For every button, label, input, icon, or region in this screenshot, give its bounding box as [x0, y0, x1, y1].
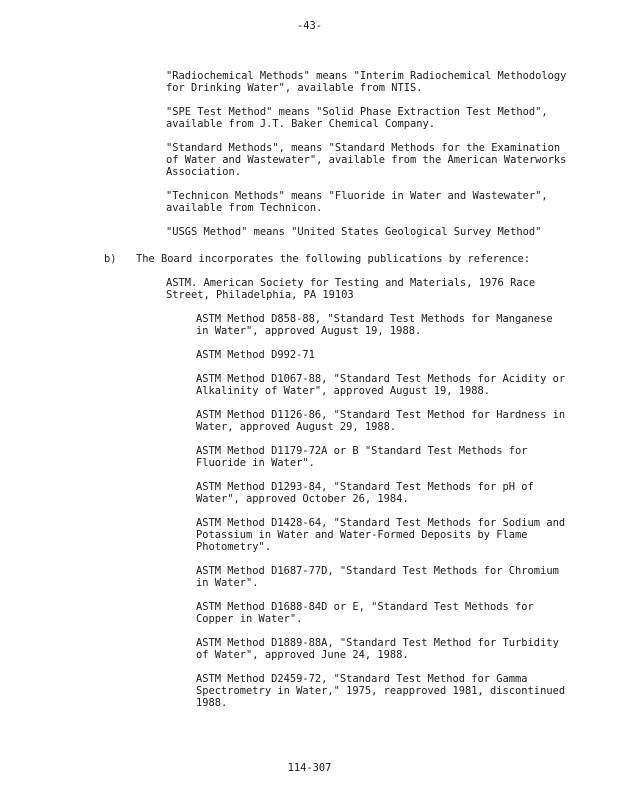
definition-radiochemical-methods: "Radiochemical Methods" means "Interim Radiochemical Methodology for Drinking Water", available from NTIS.: [166, 70, 567, 94]
page-number: -43-: [296, 20, 323, 32]
astm-method-d1687: ASTM Method D1687-77D, "Standard Test Methods for Chromium in Water".: [196, 565, 559, 589]
astm-method-d992: ASTM Method D992-71: [196, 349, 315, 361]
definition-standard-methods: "Standard Methods", means "Standard Methods for the Examination of Water and Wastewater", available from the American Waterworks Association.: [166, 142, 567, 178]
astm-methods-list: [196, 313, 576, 721]
astm-method-d1126: ASTM Method D1126-86, "Standard Test Method for Hardness in Water, approved August 29, 1988.: [196, 409, 566, 433]
definition-usgs-method: "USGS Method" means "United States Geological Survey Method": [166, 226, 542, 238]
astm-method-d1067: ASTM Method D1067-88, "Standard Test Methods for Acidity or Alkalinity of Water", approved August 19, 1988.: [196, 373, 566, 397]
astm-method-d1428: ASTM Method D1428-64, "Standard Test Methods for Sodium and Potassium in Water and Water-Formed Deposits by Flame Photometry".: [196, 517, 566, 553]
astm-method-d1889: ASTM Method D1889-88A, "Standard Test Method for Turbidity of Water", approved June 24, 1988.: [196, 637, 559, 661]
astm-method-d858: ASTM Method D858-88, "Standard Test Methods for Manganese in Water", approved August 19, 1988.: [196, 313, 553, 337]
astm-organization: ASTM. American Society for Testing and Materials, 1976 Race Street, Philadelphia, PA 19103: [166, 277, 536, 301]
page-footer-reference: 114-307: [287, 762, 332, 774]
definition-technicon-methods: "Technicon Methods" means "Fluoride in Water and Wastewater", available from Technicon.: [166, 190, 548, 214]
astm-method-d1179: ASTM Method D1179-72A or B "Standard Test Methods for Fluoride in Water".: [196, 445, 528, 469]
definition-spe-test-method: "SPE Test Method" means "Solid Phase Extraction Test Method", available from J.T. Baker Chemical Company.: [166, 106, 548, 130]
section-b-marker: b): [104, 253, 117, 265]
astm-method-d1293: ASTM Method D1293-84, "Standard Test Methods for pH of Water", approved October 26, 1984.: [196, 481, 534, 505]
definitions-list: [166, 70, 586, 250]
astm-method-d1688: ASTM Method D1688-84D or E, "Standard Test Methods for Copper in Water".: [196, 601, 534, 625]
section-b-text: The Board incorporates the following publications by reference:: [136, 253, 531, 265]
section-b: [104, 253, 584, 265]
astm-method-d2459: ASTM Method D2459-72, "Standard Test Method for Gamma Spectrometry in Water," 1975, reapproved 1981, discontinued 1988.: [196, 673, 566, 709]
